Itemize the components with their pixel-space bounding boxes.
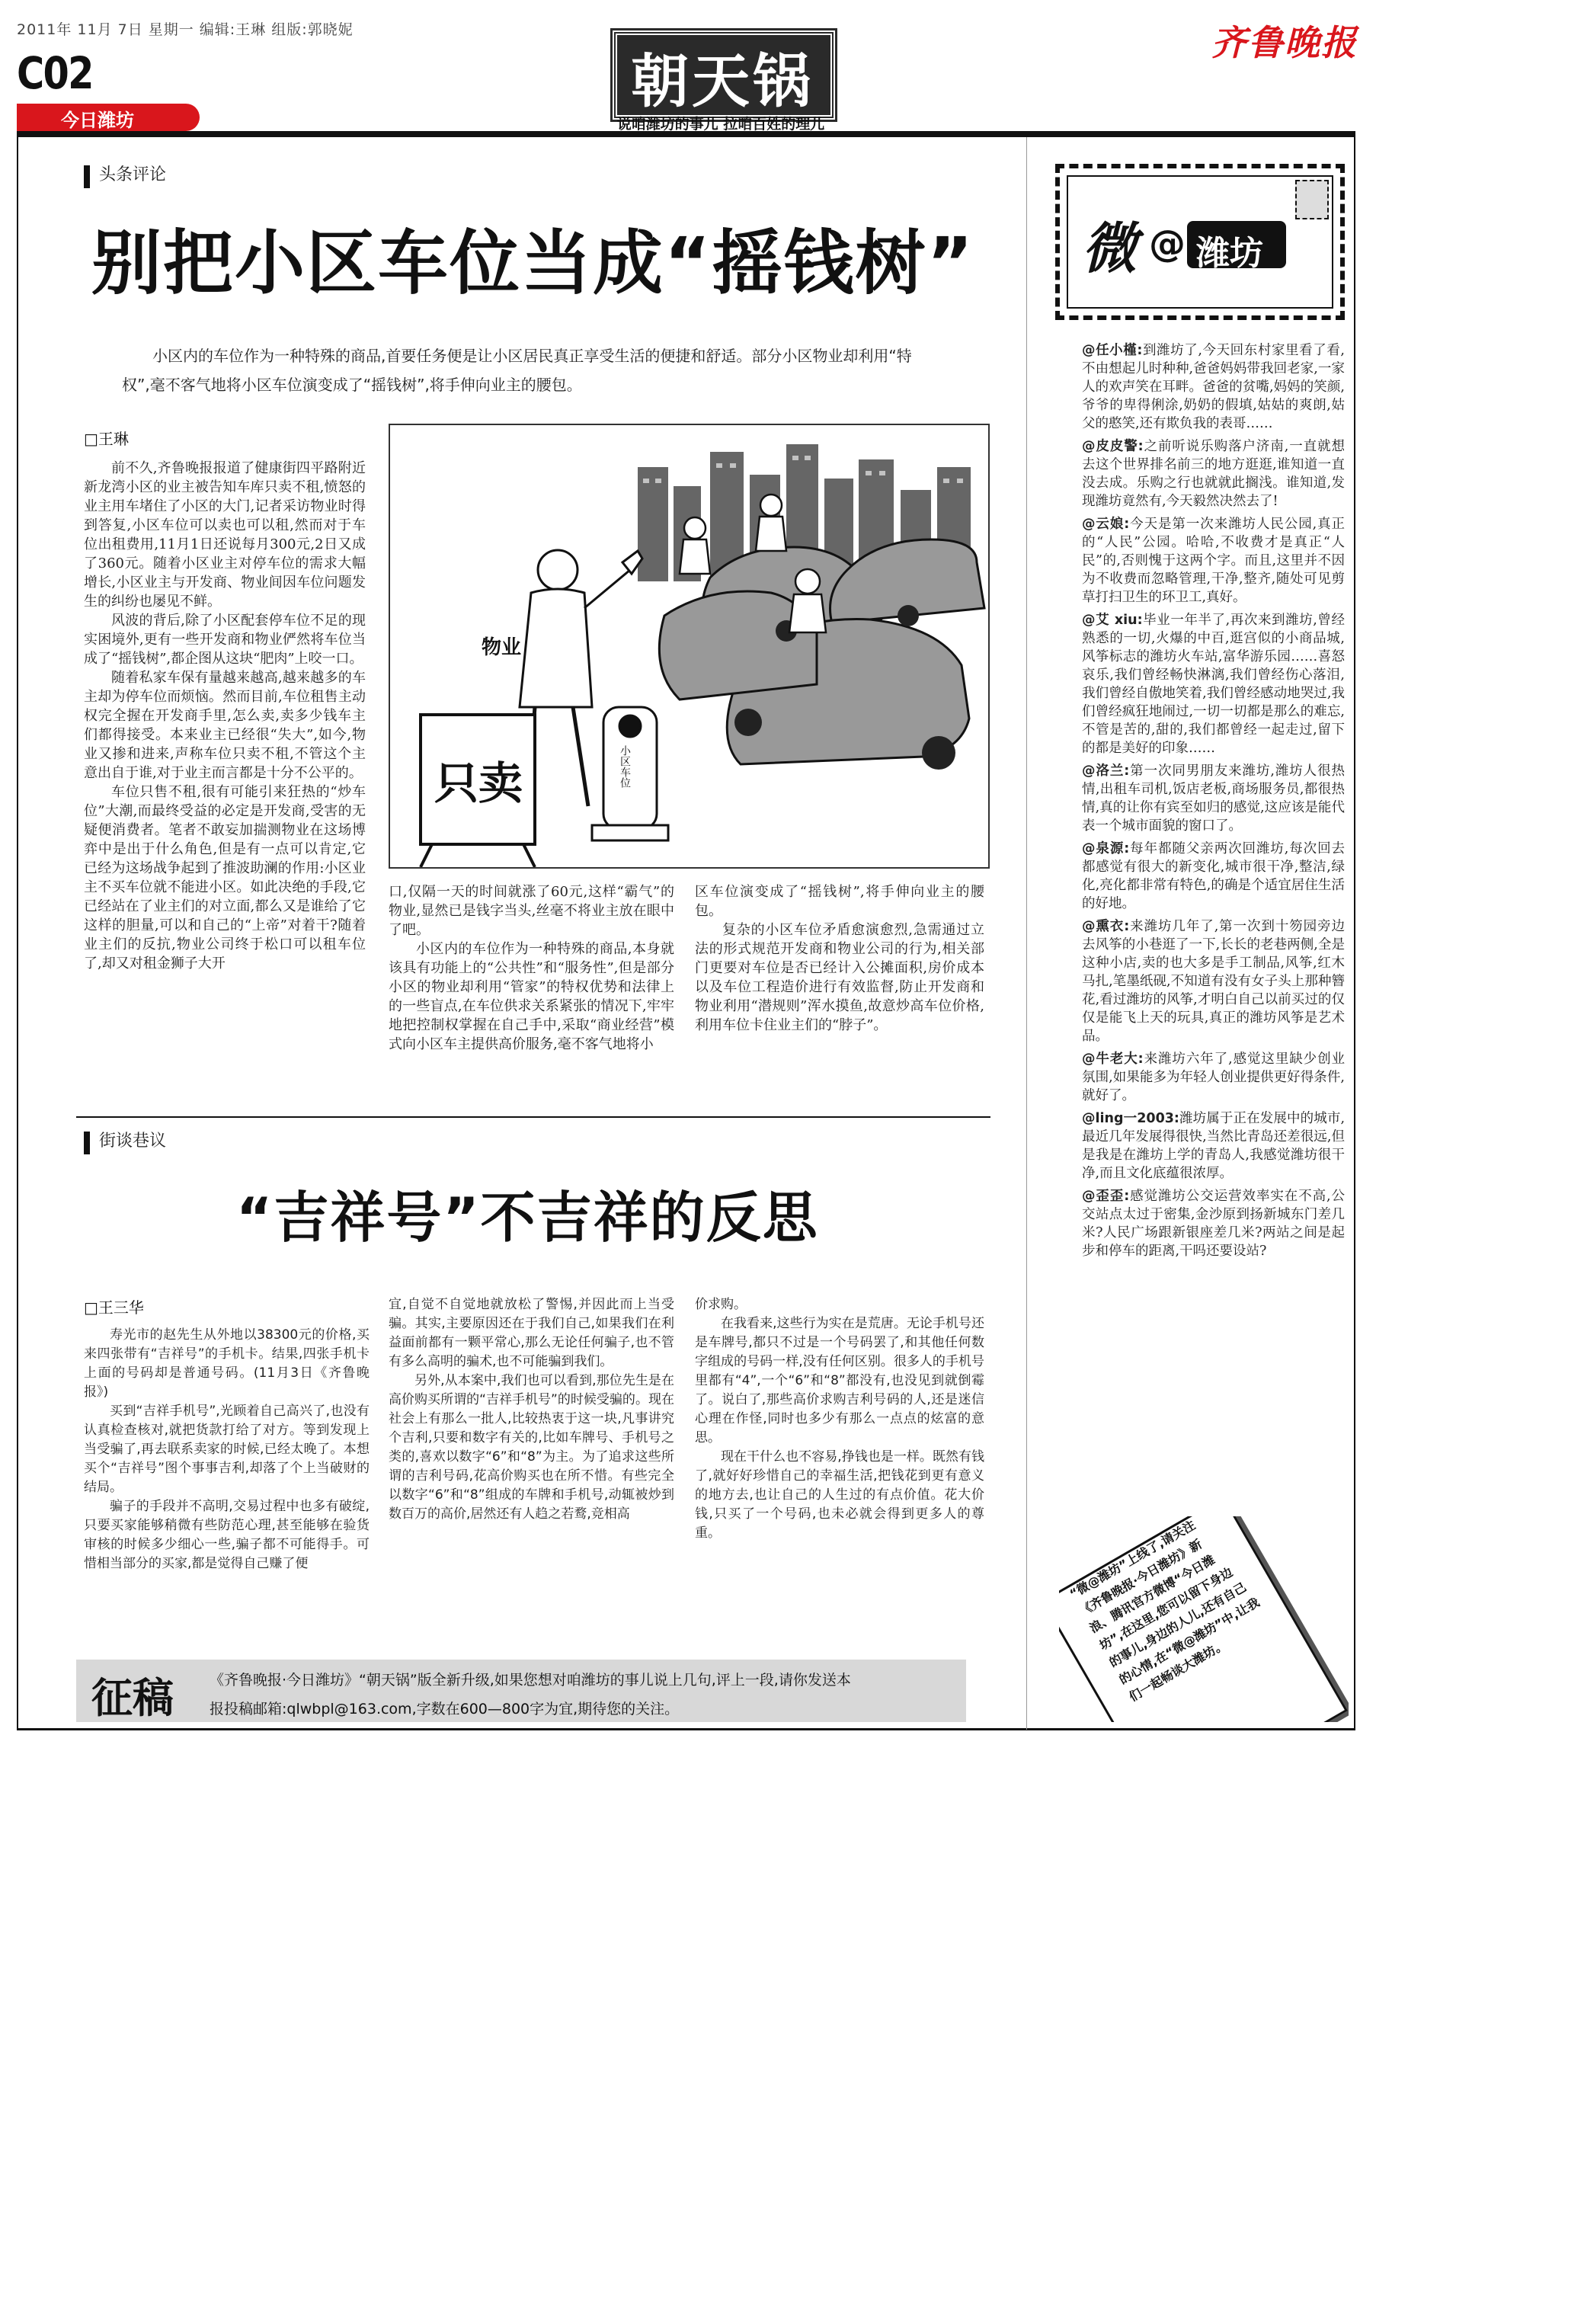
section-bar [84, 1132, 90, 1154]
paragraph: 现在干什么也不容易,挣钱也是一样。既然有钱了,就好好珍惜自己的幸福生活,把钱花到更有意义的地方去,也让自己的人生过的有点价值。花大价钱,只买了一个号码,也未必就会得到更多人的尊重。 [695, 1449, 984, 1541]
weibo-post [1082, 1187, 1345, 1260]
paragraph: 寿光市的赵先生从外地以38300元的价格,买来四张带有“吉祥号”的手机卡。结果,四张手机卡上面的号码却是普通号码。(11月3日《齐鲁晚报》) [84, 1327, 370, 1400]
masthead-slogan: 说咱潍坊的事儿 拉咱百姓的理儿 [616, 116, 825, 133]
paragraph: 宜,自觉不自觉地就放松了警惕,并因此而上当受骗。其实,主要原因还在于我们自己,如果我们在利益面前都有一颗平常心,那么无论任何骗子,也不管有多么高明的骗术,也不可能骗到我们。 [389, 1297, 674, 1369]
article2-col2 [389, 1295, 674, 1638]
weibo-post [1082, 1050, 1345, 1105]
newspaper-logo: 齐鲁晚报 [1211, 22, 1358, 63]
article2-col1 [84, 1326, 370, 1638]
paragraph: 复杂的小区车位矛盾愈演愈烈,急需通过立法的形式规范开发商和物业公司的行为,相关部门更要对车位是否已经计入公摊面积,房价成本以及车位工程造价进行有效监督,防止开发商和物业利用“潜规则”浑水摸鱼,故意炒高车位价格,利用车位卡住业主们的“脖子”。 [695, 922, 984, 1033]
paragraph: 小区内的车位作为一种特殊的商品,本身就该具有功能上的“公共性”和“服务性”,但是部分小区的物业却利用“管家”的特权优势和法律上的一些盲点,在车位供求关系紧张的情况下,牢牢地把控制权掌握在自己手中,采取“商业经营”模式向小区车主提供高价服务,毫不客气地将小 [389, 941, 674, 1052]
weibo-text: 第一次同男朋友来潍坊,潍坊人很热情,出租车司机,饭店老板,商场服务员,都很热情,真的让你有宾至如归的感觉,这应该是能代表一个城市面貌的窗口了。 [1082, 763, 1345, 834]
frame-bottom [17, 1728, 1355, 1730]
weibo-user: @牛老大: [1082, 1052, 1144, 1067]
weibo-badge-name: 潍坊 [1196, 234, 1263, 273]
weibo-text: 来潍坊六年了,感觉这里缺少创业氛围,如果能多为年轻人创业提供更好得条件,就好了。 [1082, 1052, 1345, 1103]
section-label-text: 街谈巷议 [99, 1132, 167, 1151]
article1-byline: □王琳 [84, 430, 129, 448]
article-divider [76, 1116, 990, 1118]
zhenggao-line2: 报投稿邮箱:qlwbpl@163.com,字数在600—800字为宜,期待您的关注。 [210, 1701, 680, 1717]
weibo-user: @ling一2003: [1082, 1111, 1179, 1126]
paragraph: 买到“吉祥手机号”,光顾着自己高兴了,也没有认真检查核对,就把货款打给了对方。等到发现上当受骗了,再去联系卖家的时候,已经太晚了。本想买个“吉祥号”图个事事吉利,却落了个上当破财的结局。 [84, 1404, 370, 1495]
paragraph: 骗子的手段并不高明,交易过程中也多有破绽,只要买家能够稍微有些防范心理,甚至能够在验货审核的时候多少细心一些,骗子都不可能得手。可惜相当部分的买家,都是觉得自己赚了便 [84, 1499, 370, 1571]
weibo-posts [1082, 341, 1345, 1606]
weibo-text: 来潍坊几年了,第一次到十笏园旁边去风筝的小巷逛了一下,长长的老巷两侧,全是这种小店,卖的也大多是手工制品,风筝,红木马扎,笔墨纸砚,不知道有没有女子头上那种簪花,看过潍坊的风筝,才明白自己以前买过的仅仅是能飞上天的玩具,真正的潍坊风筝是艺术品。 [1082, 919, 1345, 1044]
weibo-post [1082, 917, 1345, 1045]
article1-col1 [84, 459, 366, 1106]
weibo-post [1082, 341, 1345, 433]
zhenggao-line1: 《齐鲁晚报·今日潍坊》“朝天锅”版全新升级,如果您想对咱潍坊的事儿说上几句,评上一段,请你发送本 [210, 1672, 851, 1689]
zhenggao-label: 征稿 [91, 1674, 174, 1722]
weibo-badge-at: @ [1149, 222, 1186, 265]
weibo-user: @泉源: [1082, 841, 1130, 856]
cartoon-svg [390, 425, 988, 867]
article1-col2 [389, 882, 674, 1103]
notebook-text: “微@潍坊”上线了,请关注《齐鲁晚报·今日潍坊》新浪、腾讯官方微博“今日潍坊”,在这里,您可以留下身边的事儿,身边的人儿,还有自己的心情,在“微@潍坊”中,让我们一起畅谈大潍坊。 [1067, 1517, 1262, 1705]
paragraph: 另外,从本案中,我们也可以看到,那位先生是在高价购买所谓的“吉祥手机号”的时候受骗的。现在社会上有那么一批人,比较热衷于这一块,凡事讲究个吉利,只要和数字有关的,比如车牌号、手机号之类的,喜欢以数字“6”和“8”为主。为了追求这些所谓的吉利号码,花高价购买也在所不惜。有些完全以数字“6”和“8”组成的车牌和手机号,动辄被炒到数百万的高价,居然还有人趋之若鹜,竞相高 [389, 1373, 674, 1522]
article1-title: 别把小区车位当成“摇钱树” [91, 222, 974, 304]
frame-left [17, 137, 18, 1730]
weibo-text: 每年都随父亲两次回潍坊,每次回去都感觉有很大的新变化,城市很干净,整洁,绿化,亮化都非常有特色,的确是个适宜居住生活的好地。 [1082, 841, 1345, 911]
weibo-text: 毕业一年半了,再次来到潍坊,曾经熟悉的一切,火爆的中百,逛宫似的小商品城,风筝标志的潍坊火车站,富华游乐园……喜怒哀乐,我们曾经畅快淋漓,我们曾经伤心落泪,我们曾经自傲地笑着,我们曾经感动地哭过,我们曾经疯狂地闹过,一切一切都是那么的难忘,不管是苦的,甜的,我们都曾经一起走过,留下的都是美好的印象…… [1082, 613, 1345, 756]
paragraph: 口,仅隔一天的时间就涨了60元,这样“霸气”的物业,显然已是钱字当头,丝毫不将业主放在眼中了吧。 [389, 884, 674, 938]
weibo-badge-prefix: 微 [1082, 216, 1138, 280]
weibo-user: @云娘: [1082, 517, 1130, 532]
page-code: C02 [17, 47, 93, 99]
date-line: 2011年 11月 7日 星期一 编辑:王琳 组版:郭晓妮 [17, 21, 354, 38]
weibo-post [1082, 437, 1345, 511]
cartoon-illustration [389, 424, 990, 869]
article2-col3 [695, 1295, 984, 1638]
weibo-post [1082, 515, 1345, 607]
paragraph: 车位只售不租,很有可能引来狂热的“炒车位”大潮,而最终受益的必定是开发商,受害的无疑便消费者。笔者不敢妄加揣测物业在这场博弈中是出于什么角色,但是有一点可以肯定,它已经为这场战争起到了推波助澜的作用:小区业主不买车位就不能进小区。如此决绝的手段,它已经站在了业主们的对立面,都么又是谁给了它这样的胆量,可以和自己的“上帝”对着干?随着业主们的反抗,物业公司终于松口可以租车位了,却又对租金狮子大开 [84, 784, 366, 972]
weibo-text: 潍坊属于正在发展中的城市,最近几年发展得很快,当然比青岛还差很远,但是我是在潍坊上学的青岛人,我感觉潍坊很干净,而且文化底蕴很浓厚。 [1082, 1111, 1345, 1181]
weibo-user: @皮皮警: [1082, 439, 1144, 454]
sale-sign-text: 只卖 [434, 757, 523, 809]
weibo-post [1082, 611, 1345, 757]
section-label-jietan [84, 1128, 166, 1154]
weibo-user: @歪歪: [1082, 1189, 1130, 1204]
weibo-text: 到潍坊了,今天回东村家里看了看,不由想起儿时种种,爸爸妈妈带我回老家,一家人的欢声笑在耳畔。爸爸的贫嘴,妈妈的笑颜,爷爷的卑得俐涂,奶奶的假填,姑姑的爽朗,姑父的憨笑,还有欺负我的表哥…… [1082, 343, 1345, 431]
paragraph: 前不久,齐鲁晚报报道了健康街四平路附近新龙湾小区的业主被告知车库只卖不租,愤怒的业主用车堵住了小区的大门,记者采访物业时得到答复,小区车位可以卖也可以租,然而对于车位出租费用,11月1日还说每月300元,2日又成了360元。随着小区业主对停车位的需求大幅增长,小区业主与开发商、物业间因车位问题发生的纠纷也屡见不鲜。 [84, 460, 366, 610]
paragraph: 区车位演变成了“摇钱树”,将手伸向业主的腰包。 [695, 884, 984, 919]
weibo-post [1082, 1109, 1345, 1183]
section-label-toutiao [84, 162, 166, 188]
weibo-user: @熏衣: [1082, 919, 1130, 934]
masthead-title: 朝天锅 [631, 47, 814, 115]
weibo-text: 感觉潍坊公交运营效率实在不高,公交站点太过于密集,金沙原到扬新城东门差几米?人民广场跟新银座差几米?两站之间是起步和停车的距离,干吗还要设站? [1082, 1189, 1345, 1259]
weibo-text: 之前听说乐购落户济南,一直就想去这个世界排名前三的地方逛逛,谁知道一直没去成。乐购之行也就就此搁浅。谁知道,发现潍坊竟然有,今天毅然决然去了! [1082, 439, 1345, 509]
weibo-user: @任小槿: [1082, 343, 1143, 358]
section-bar [84, 165, 90, 188]
column-divider [1026, 137, 1027, 1730]
weibo-text: 今天是第一次来潍坊人民公园,真正的“人民”公园。哈哈,不收费才是真正“人民”的,否则愧于这两个字。而且,这里并不因为不收费而忽略管理,干净,整齐,随处可见剪草打扫卫生的环卫工,真好。 [1082, 517, 1345, 605]
article2-byline: □王三华 [84, 1298, 144, 1317]
notebook-graphic [1059, 1516, 1349, 1722]
weibo-post [1082, 762, 1345, 835]
weibo-user: @洛兰: [1082, 763, 1130, 779]
article1-col3 [695, 882, 984, 1103]
weibo-user: @艾 xiu: [1082, 613, 1143, 628]
paragraph: 在我看来,这些行为实在是荒唐。无论手机号还是车牌号,都只不过是一个号码罢了,和其他任何数字组成的号码一样,没有任何区别。很多人的手机号里都有“4”,一个“6”和“8”都没有,也没见到就倒霉了。说白了,那些高价求购吉利号码的人,还是迷信心理在作怪,同时也多少有那么一点点的炫富的意思。 [695, 1316, 984, 1445]
stamp-icon [1295, 180, 1329, 219]
paragraph: 价求购。 [695, 1297, 747, 1312]
article2-title: “吉祥号”不吉祥的反思 [236, 1186, 819, 1250]
stand-label: 小区车位 [619, 745, 631, 788]
frame-right [1354, 137, 1355, 1730]
section-tab-label: 今日潍坊 [61, 110, 134, 131]
section-label-text: 头条评论 [99, 165, 167, 184]
staff-label: 物业 [482, 636, 522, 659]
weibo-post [1082, 840, 1345, 913]
paragraph: 随着私家车保有量越来越高,越来越多的车主却为停车位而烦恼。然而目前,车位租售主动权完全握在开发商手里,怎么卖,卖多少钱车主们都得接受。本来业主已经很“失大”,如今,物业又掺和进来,声称车位只卖不租,不管这个主意出自于谁,对于业主而言都是十分不公平的。 [84, 670, 366, 781]
article1-lead: 小区内的车位作为一种特殊的商品,首要任务便是让小区居民真正享受生活的便捷和舒适。部分小区物业却利用“特权”,毫不客气地将小区车位演变成了“摇钱树”,将手伸向业主的腰包。 [122, 347, 912, 394]
paragraph: 风波的背后,除了小区配套停车位不足的现实困境外,更有一些开发商和物业俨然将车位当成了“摇钱树”,都企图从这块“肥肉”上咬一口。 [84, 613, 366, 667]
